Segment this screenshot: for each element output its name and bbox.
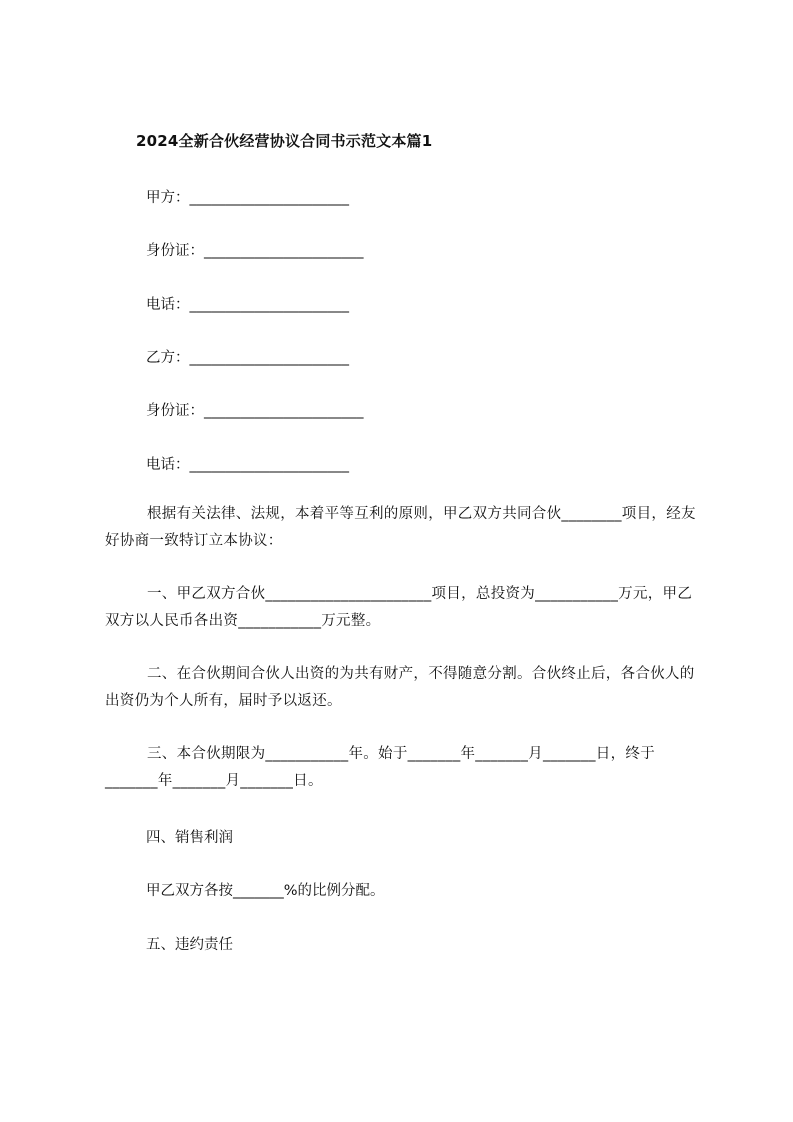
section-5-heading: 五、违约责任 [146,937,233,953]
party-b-name-field: 乙方：______________________ [146,350,349,366]
party-b-phone-field: 电话：______________________ [146,457,349,473]
party-a-phone-field: 电话：______________________ [146,297,349,313]
document-title: 2024全新合伙经营协议合同书示范文本篇1 [136,132,433,150]
preamble-paragraph: 根据有关法律、法规，本着平等互利的原则，甲乙双方共同合伙________项目，经友好协商一致特订立本协议： [105,506,696,549]
section-4-text: 甲乙双方各按_______%的比例分配。 [146,883,385,899]
clause-2-paragraph: 二、在合伙期间合伙人出资的为共有财产，不得随意分割。合伙终止后，各合伙人的出资仍为个人所有，届时予以返还。 [105,666,695,709]
party-a-id-field: 身份证：______________________ [146,243,364,259]
clause-3-paragraph: 三、本合伙期限为___________年。始于_______年_______月_______日，终于_______年_______月_______日。 [105,746,655,789]
party-a-name-field: 甲方：______________________ [146,190,349,206]
party-b-id-field: 身份证：______________________ [146,403,364,419]
section-4-heading: 四、销售利润 [146,830,233,846]
clause-1-paragraph: 一、甲乙双方合伙______________________项目，总投资为___________万元，甲乙双方以人民币各出资___________万元整。 [105,586,693,629]
